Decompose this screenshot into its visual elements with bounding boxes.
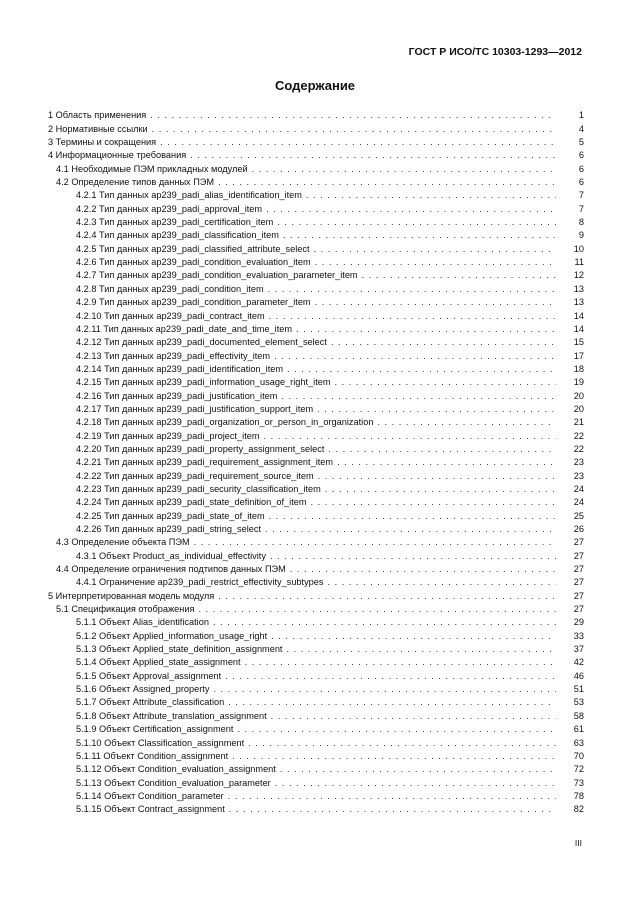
- toc-leader-dots: [324, 577, 557, 588]
- toc-entry-label: 4.2.22 Тип данных ap239_padi_requirement_source_item: [76, 470, 314, 481]
- toc-entry-label: 4.2.9 Тип данных ap239_padi_condition_parameter_item: [76, 297, 311, 308]
- toc-leader-dots: [241, 657, 556, 668]
- toc-entry-label: 5.1.10 Объект Classification_assignment: [76, 737, 245, 748]
- toc-entry-label: 4.2.23 Тип данных ap239_padi_security_classification_item: [76, 483, 321, 494]
- toc-entry[interactable]: [48, 615, 584, 628]
- toc-entry-page: 20: [573, 390, 584, 401]
- toc-entry[interactable]: [48, 415, 584, 428]
- toc-entry[interactable]: [48, 255, 584, 268]
- toc-entry-label: 5.1.7 Объект Attribute_classification: [76, 697, 225, 708]
- toc-leader-dots: [273, 217, 556, 228]
- toc-leader-dots: [214, 177, 556, 188]
- toc-entry-page: 6: [578, 163, 584, 174]
- toc-entry[interactable]: [48, 735, 584, 748]
- toc-entry-label: 5.1.2 Объект Applied_information_usage_right: [76, 630, 268, 641]
- toc-entry-label: 4.2.4 Тип данных ap239_padi_classification_item: [76, 230, 279, 241]
- toc-entry[interactable]: [48, 228, 584, 241]
- toc-entry[interactable]: [48, 522, 584, 535]
- toc-leader-dots: [373, 417, 556, 428]
- toc-entry-page: 51: [573, 684, 584, 695]
- toc-entry[interactable]: [48, 468, 584, 481]
- toc-leader-dots: [307, 497, 556, 508]
- toc-entry-page: 27: [573, 604, 584, 615]
- toc-entry[interactable]: [48, 335, 584, 348]
- toc-entry-label: 5.1.9 Объект Certification_assignment: [76, 724, 234, 735]
- toc-entry[interactable]: [48, 322, 584, 335]
- toc-leader-dots: [331, 377, 556, 388]
- toc-entry[interactable]: [48, 562, 584, 575]
- toc-entry[interactable]: [48, 775, 584, 788]
- toc-entry-label: 5.1.1 Объект Alias_identification: [76, 617, 209, 628]
- toc-entry[interactable]: [48, 588, 584, 601]
- table-of-contents: [48, 108, 584, 815]
- toc-entry[interactable]: [48, 428, 584, 441]
- toc-leader-dots: [214, 591, 556, 602]
- toc-entry-label: 1 Область применения: [48, 110, 147, 121]
- toc-entry-page: 10: [573, 243, 584, 254]
- toc-entry-page: 61: [573, 724, 584, 735]
- toc-entry[interactable]: [48, 201, 584, 214]
- toc-entry-page: 33: [573, 630, 584, 641]
- toc-entry-page: 46: [573, 670, 584, 681]
- toc-entry-label: 4.3 Определение объекта ПЭМ: [56, 537, 190, 548]
- toc-leader-dots: [282, 644, 556, 655]
- toc-entry-label: 5 Интерпретированная модель модуля: [48, 590, 215, 601]
- toc-entry-page: 27: [573, 590, 584, 601]
- toc-entry-label: 4.2.2 Тип данных ap239_padi_approval_item: [76, 203, 263, 214]
- toc-entry[interactable]: [48, 802, 584, 815]
- toc-entry-page: 37: [573, 644, 584, 655]
- toc-entry-page: 53: [573, 697, 584, 708]
- toc-entry-page: 27: [573, 564, 584, 575]
- toc-leader-dots: [221, 671, 556, 682]
- toc-entry-page: 70: [573, 750, 584, 761]
- toc-entry-page: 11: [574, 257, 584, 268]
- toc-entry[interactable]: [48, 655, 584, 668]
- toc-entry[interactable]: [48, 668, 584, 681]
- toc-entry-label: 3 Термины и сокращения: [48, 137, 157, 148]
- toc-entry[interactable]: [48, 575, 584, 588]
- toc-entry-label: 4.2.18 Тип данных ap239_padi_organization_or_person_in_organization: [76, 417, 374, 428]
- toc-entry-label: 4.2.1 Тип данных ap239_padi_alias_identification_item: [76, 190, 302, 201]
- toc-entry[interactable]: [48, 722, 584, 735]
- toc-entry-label: 5.1.4 Объект Applied_state_assignment: [76, 657, 241, 668]
- toc-entry-page: 23: [573, 470, 584, 481]
- toc-entry-page: 4: [578, 123, 584, 134]
- toc-leader-dots: [248, 164, 556, 175]
- toc-entry[interactable]: [48, 455, 584, 468]
- document-code-header: ГОСТ Р ИСО/ТС 10303-1293—2012: [408, 46, 582, 58]
- toc-entry-page: 27: [573, 537, 584, 548]
- toc-entry-page: 26: [573, 524, 584, 534]
- toc-entry-page: 20: [573, 403, 584, 414]
- toc-entry[interactable]: [48, 241, 584, 254]
- toc-leader-dots: [266, 551, 556, 562]
- toc-entry-label: 4.2.5 Тип данных ap239_padi_classified_attribute_select: [76, 243, 310, 254]
- toc-leader-dots: [358, 270, 556, 281]
- toc-entry-page: 22: [573, 443, 584, 454]
- toc-entry-label: 2 Нормативные ссылки: [48, 123, 148, 134]
- toc-leader-dots: [277, 391, 556, 402]
- toc-entry[interactable]: [48, 268, 584, 281]
- toc-entry-page: 82: [573, 804, 584, 815]
- toc-leader-dots: [279, 230, 556, 241]
- toc-leader-dots: [209, 684, 556, 695]
- toc-leader-dots: [324, 444, 556, 455]
- toc-leader-dots: [224, 791, 556, 802]
- toc-entry-page: 5: [578, 137, 584, 148]
- toc-entry[interactable]: [48, 535, 584, 548]
- toc-entry-page: 27: [573, 577, 584, 588]
- toc-entry-label: 5.1.3 Объект Applied_state_definition_assignment: [76, 644, 283, 655]
- toc-entry[interactable]: [48, 762, 584, 775]
- toc-entry[interactable]: [48, 642, 584, 655]
- toc-entry[interactable]: [48, 628, 584, 641]
- page-title: Содержание: [274, 78, 356, 93]
- toc-entry[interactable]: [48, 682, 584, 695]
- toc-leader-dots: [283, 364, 556, 375]
- toc-entry-label: 5.1.6 Объект Assigned_property: [76, 684, 210, 695]
- toc-entry-label: 5.1 Спецификация отображения: [56, 604, 195, 615]
- toc-entry-label: 5.1.12 Объект Condition_evaluation_assignment: [76, 764, 276, 775]
- toc-entry-label: 4.2.6 Тип данных ap239_padi_condition_evaluation_item: [76, 257, 311, 268]
- toc-entry[interactable]: [48, 388, 584, 401]
- toc-leader-dots: [311, 297, 556, 308]
- toc-entry-label: 5.1.15 Объект Contract_assignment: [76, 804, 225, 815]
- toc-entry[interactable]: [48, 281, 584, 294]
- toc-entry-page: 13: [573, 297, 584, 308]
- toc-entry-label: 4.2.16 Тип данных ap239_padi_justification_item: [76, 390, 278, 401]
- toc-entry-label: 4.2.14 Тип данных ap239_padi_identification_item: [76, 363, 284, 374]
- toc-entry-label: 5.1.5 Объект Approval_assignment: [76, 670, 222, 681]
- toc-entry-label: 4 Информационные требования: [48, 150, 187, 161]
- toc-leader-dots: [270, 351, 556, 362]
- toc-leader-dots: [271, 778, 556, 789]
- toc-entry-label: 4.2.13 Тип данных ap239_padi_effectivity_item: [76, 350, 271, 361]
- toc-entry-label: 5.1.8 Объект Attribute_translation_assignment: [76, 710, 267, 721]
- toc-entry-label: 4.4.1 Ограничение ap239_padi_restrict_effectivity_subtypes: [76, 577, 324, 588]
- toc-entry[interactable]: [48, 708, 584, 721]
- toc-leader-dots: [267, 711, 556, 722]
- toc-entry[interactable]: [48, 161, 584, 174]
- toc-leader-dots: [264, 284, 556, 295]
- toc-entry-label: 4.2.19 Тип данных ap239_padi_project_item: [76, 430, 260, 441]
- toc-leader-dots: [146, 110, 556, 121]
- toc-entry-label: 4.2.12 Тип данных ap239_padi_documented_element_select: [76, 337, 327, 348]
- toc-entry[interactable]: [48, 749, 584, 762]
- toc-entry-page: 19: [573, 377, 584, 388]
- toc-entry-page: 8: [578, 217, 584, 228]
- toc-entry-page: 63: [573, 737, 584, 748]
- toc-entry-page: 27: [573, 550, 584, 561]
- toc-entry[interactable]: [48, 402, 584, 415]
- toc-entry-label: 5.1.11 Объект Condition_assignment: [76, 750, 229, 761]
- toc-entry[interactable]: [48, 602, 584, 615]
- toc-leader-dots: [267, 631, 556, 642]
- toc-entry[interactable]: [48, 308, 584, 321]
- toc-leader-dots: [265, 311, 556, 322]
- toc-entry-page: 14: [573, 323, 584, 334]
- toc-entry-label: 4.1 Необходимые ПЭМ прикладных модулей: [56, 163, 248, 174]
- toc-entry[interactable]: [48, 442, 584, 455]
- toc-entry-page: 73: [573, 777, 584, 788]
- toc-leader-dots: [209, 617, 556, 628]
- toc-entry[interactable]: [48, 375, 584, 388]
- toc-leader-dots: [292, 324, 556, 335]
- toc-entry-page: 18: [573, 363, 584, 374]
- toc-entry-label: 4.2.24 Тип данных ap239_padi_state_definition_of_item: [76, 497, 307, 508]
- toc-entry-label: 4.2.11 Тип данных ap239_padi_date_and_time_item: [76, 323, 293, 334]
- toc-leader-dots: [314, 471, 556, 482]
- toc-entry[interactable]: [48, 789, 584, 802]
- toc-entry-page: 21: [573, 417, 584, 428]
- toc-entry[interactable]: [48, 362, 584, 375]
- toc-leader-dots: [244, 738, 556, 749]
- toc-entry[interactable]: [48, 295, 584, 308]
- toc-entry-page: 24: [573, 497, 584, 508]
- toc-entry-page: 17: [573, 350, 584, 361]
- toc-entry-page: 58: [573, 710, 584, 721]
- toc-entry-label: 4.2.25 Тип данных ap239_padi_state_of_item: [76, 510, 265, 521]
- toc-entry-label: 4.2.20 Тип данных ap239_padi_property_assignment_select: [76, 443, 325, 454]
- toc-entry-page: 14: [573, 310, 584, 321]
- toc-entry[interactable]: [48, 348, 584, 361]
- toc-entry-page: 7: [578, 203, 584, 214]
- toc-leader-dots: [148, 124, 556, 135]
- toc-entry-page: 29: [573, 617, 584, 628]
- toc-entry-page: 1: [578, 110, 584, 121]
- toc-entry[interactable]: [48, 108, 584, 121]
- toc-leader-dots: [228, 751, 556, 762]
- toc-entry-label: 4.2.8 Тип данных ap239_padi_condition_item: [76, 283, 264, 294]
- toc-leader-dots: [261, 524, 556, 535]
- toc-leader-dots: [265, 511, 556, 522]
- toc-entry-page: 6: [578, 177, 584, 188]
- toc-leader-dots: [194, 604, 556, 615]
- toc-entry-page: 23: [573, 457, 584, 468]
- toc-entry-page: 15: [573, 337, 584, 348]
- toc-entry-page: 7: [578, 190, 584, 201]
- toc-entry[interactable]: [48, 482, 584, 495]
- toc-entry-label: 4.2.26 Тип данных ap239_padi_string_select: [76, 524, 262, 534]
- toc-leader-dots: [260, 431, 556, 442]
- page-number: III: [574, 838, 582, 848]
- toc-entry[interactable]: [48, 548, 584, 561]
- toc-leader-dots: [262, 204, 556, 215]
- toc-entry-page: 24: [573, 483, 584, 494]
- toc-entry[interactable]: [48, 121, 584, 134]
- toc-entry[interactable]: [48, 148, 584, 161]
- toc-entry-label: 4.2.15 Тип данных ap239_padi_information_usage_right_item: [76, 377, 331, 388]
- toc-leader-dots: [156, 137, 556, 148]
- toc-leader-dots: [224, 697, 556, 708]
- toc-entry-page: 13: [573, 283, 584, 294]
- toc-entry-page: 78: [573, 790, 584, 801]
- toc-entry-label: 4.2.3 Тип данных ap239_padi_certification_item: [76, 217, 274, 228]
- toc-entry-label: 5.1.13 Объект Condition_evaluation_parameter: [76, 777, 271, 788]
- toc-leader-dots: [321, 484, 556, 495]
- toc-entry-label: 4.4 Определение ограничения подтипов данных ПЭМ: [56, 564, 286, 575]
- toc-leader-dots: [327, 337, 556, 348]
- toc-leader-dots: [333, 457, 556, 468]
- toc-leader-dots: [233, 724, 556, 735]
- toc-leader-dots: [311, 257, 556, 268]
- toc-entry[interactable]: [48, 175, 584, 188]
- toc-leader-dots: [225, 804, 556, 815]
- toc-entry-label: 5.1.14 Объект Condition_parameter: [76, 790, 224, 801]
- toc-entry[interactable]: [48, 695, 584, 708]
- toc-entry-label: 4.2.21 Тип данных ap239_padi_requirement_assignment_item: [76, 457, 334, 468]
- toc-entry-page: 6: [578, 150, 584, 161]
- toc-entry[interactable]: [48, 508, 584, 521]
- toc-leader-dots: [276, 764, 556, 775]
- toc-entry[interactable]: [48, 215, 584, 228]
- toc-entry-page: 9: [578, 230, 584, 241]
- toc-leader-dots: [310, 244, 556, 255]
- toc-entry-label: 4.2.7 Тип данных ap239_padi_condition_evaluation_parameter_item: [76, 270, 358, 281]
- toc-entry-page: 72: [573, 764, 584, 775]
- toc-leader-dots: [313, 404, 556, 415]
- toc-entry-label: 4.3.1 Объект Product_as_individual_effectivity: [76, 550, 266, 561]
- toc-leader-dots: [302, 190, 556, 201]
- toc-entry-page: 25: [573, 510, 584, 521]
- toc-entry[interactable]: [48, 495, 584, 508]
- toc-entry[interactable]: [48, 135, 584, 148]
- toc-entry-page: 42: [573, 657, 584, 668]
- toc-leader-dots: [186, 150, 556, 161]
- toc-entry-label: 4.2.17 Тип данных ap239_padi_justification_support_item: [76, 403, 314, 414]
- toc-leader-dots: [286, 564, 556, 575]
- toc-entry-page: 12: [573, 270, 584, 281]
- toc-entry[interactable]: [48, 188, 584, 201]
- toc-entry-label: 4.2.10 Тип данных ap239_padi_contract_item: [76, 310, 265, 321]
- toc-entry-page: 22: [573, 430, 584, 441]
- toc-entry-label: 4.2 Определение типов данных ПЭМ: [56, 177, 215, 188]
- toc-leader-dots: [190, 537, 556, 548]
